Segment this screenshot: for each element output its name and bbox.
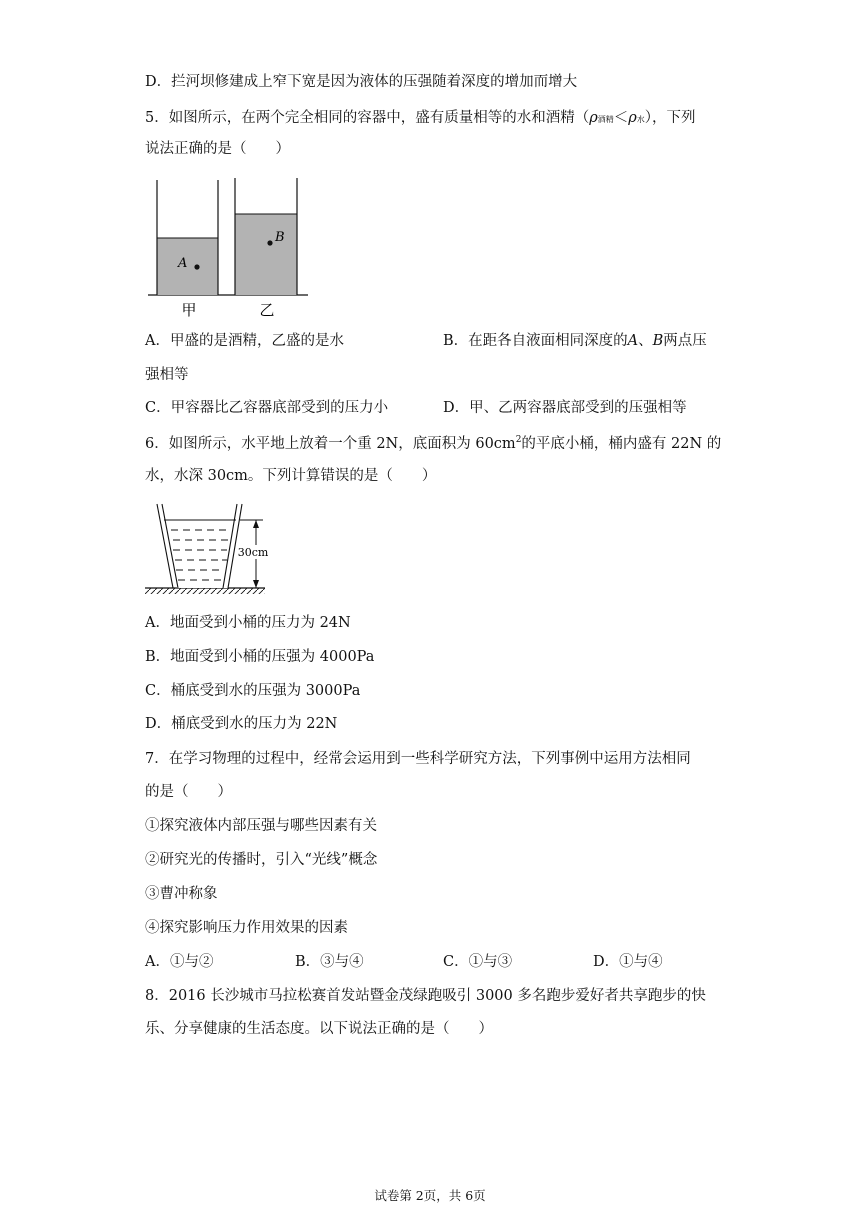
less-than-sign: ＜ [613,110,629,126]
point-a-label: A [178,256,188,271]
rho-symbol: ρ [628,110,637,126]
q5-containers-figure [143,175,323,325]
q7-option-b: B．③与④ [295,954,364,970]
q5-stem-line-1 [145,108,696,130]
point-b-label: B [275,230,285,245]
arrow-up-icon [253,520,259,528]
squared-superscript: 2 [515,435,522,446]
q5-option-a: A．甲盛的是酒精，乙盛的是水 [145,333,344,349]
point-a-ref: A [627,333,639,349]
q5-option-b-text-end: 两点压 [663,333,707,349]
q5-stem-line-2: 说法正确的是（ ） [145,141,290,157]
q7-item-1: ①探究液体内部压强与哪些因素有关 [145,818,377,834]
q6-option-a: A．地面受到小桶的压力为 24N [145,615,351,631]
rho-water-subscript: 水 [636,115,645,124]
q8-stem-line-1: 8．2016 长沙城市马拉松赛首发站暨金茂绿跑吸引 3000 多名跑步爱好者共享跑步的快 [145,988,706,1004]
rho-symbol: ρ [589,110,598,126]
q6-bucket-figure [143,500,283,600]
ground-hatching [145,588,265,594]
q7-item-3: ③曹冲称象 [145,886,218,902]
separator: 、 [638,333,653,349]
rho-alcohol-subscript: 酒精 [597,115,614,124]
point-a-dot [194,264,199,269]
q5-option-b-continued: 强相等 [145,367,189,383]
caption-yi: 乙 [259,301,275,319]
q6-stem-line-2: 水，水深 30cm。下列计算错误的是（ ） [145,468,437,484]
q7-item-4: ④探究影响压力作用效果的因素 [145,920,348,936]
container-yi-liquid [235,214,297,295]
q5-stem-text: 5．如图所示，在两个完全相同的容器中，盛有质量相等的水和酒精（ [145,110,590,126]
q6-stem-text-end: 的平底小桶，桶内盛有 22N 的 [521,436,722,452]
q5-option-b-text: B．在距各自液面相同深度的 [443,333,628,349]
q5-option-d: D．甲、乙两容器底部受到的压强相等 [443,400,687,416]
q7-option-d: D．①与④ [593,954,663,970]
container-jia-liquid [157,238,218,295]
q7-option-c: C．①与③ [443,954,513,970]
q6-stem-line-1 [145,434,721,454]
caption-jia: 甲 [181,301,197,319]
q7-option-a: A．①与② [145,954,214,970]
q5-option-c: C．甲容器比乙容器底部受到的压力小 [145,400,389,416]
q7-stem-line-1: 7．在学习物理的过程中，经常会运用到一些科学研究方法，下列事例中运用方法相同 [145,751,691,767]
q5-option-b [443,331,707,351]
point-b-ref: B [652,333,664,349]
q6-stem-text: 6．如图所示，水平地上放着一个重 2N，底面积为 60cm [145,436,516,452]
q6-option-c: C．桶底受到水的压强为 3000Pa [145,683,361,699]
q5-stem-end: ），下列 [644,110,696,126]
q4-option-d: D．拦河坝修建成上窄下宽是因为液体的压强随着深度的增加而增大 [145,74,578,90]
arrow-down-icon [253,580,259,588]
q6-option-b: B．地面受到小桶的压强为 4000Pa [145,649,375,665]
point-b-dot [267,240,272,245]
page-footer: 试卷第 2页，共 6页 [374,1188,486,1203]
q7-item-2: ②研究光的传播时，引入“光线”概念 [145,852,378,868]
q7-stem-line-2: 的是（ ） [145,784,232,800]
depth-label: 30cm [237,546,269,559]
q6-option-d: D．桶底受到水的压力为 22N [145,716,338,732]
q8-stem-line-2: 乐、分享健康的生活态度。以下说法正确的是（ ） [145,1021,493,1037]
